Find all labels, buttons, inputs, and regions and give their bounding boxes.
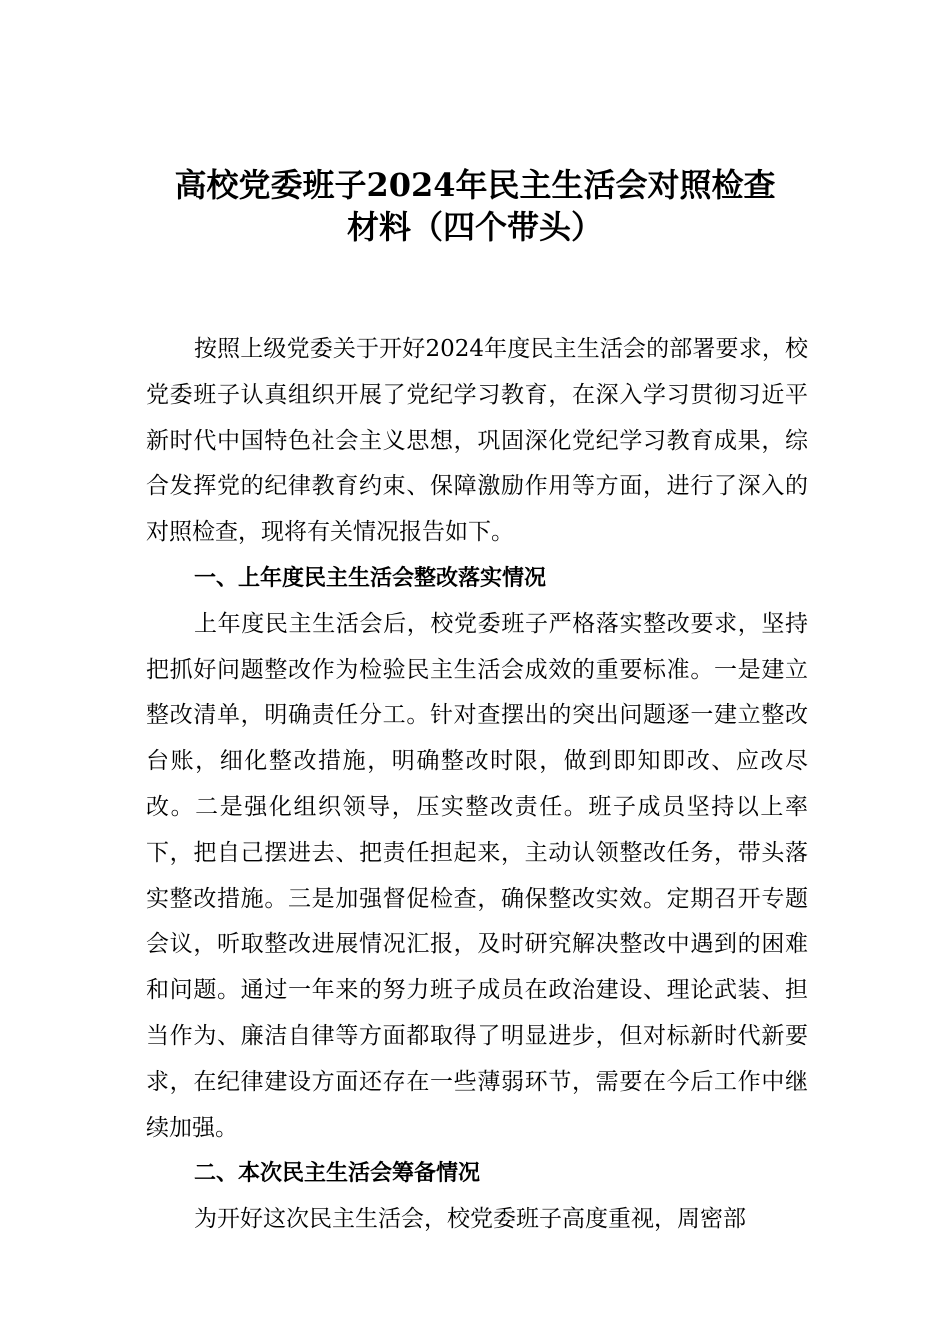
section-1-heading: 一、上年度民主生活会整改落实情况 — [194, 565, 547, 591]
document-body — [146, 327, 808, 1243]
section-2-paragraph: 为开好这次民主生活会，校党委班子高度重视，周密部 — [194, 1206, 746, 1233]
document-title-line1: 高校党委班子2024年民主生活会对照检查 — [174, 166, 776, 204]
section-2-heading: 二、本次民主生活会筹备情况 — [194, 1161, 481, 1187]
section-1-paragraph: 上年度民主生活会后，校党委班子严格落实整改要求，坚持把抓好问题整改作为检验民主生活会成效的重要标准。一是建立整改清单，明确责任分工。针对查摆出的突出问题逐一建立整改台账，细化整改措施，明确整改时限，做到即知即改、应改尽改。二是强化组织领导，压实整改责任。班子成员坚持以上率下，把自己摆进去、把责任担起来，主动认领整改任务，带头落实整改措施。三是加强督促检查，确保整改实效。定期召开专题会议，听取整改进展情况汇报，及时研究解决整改中遇到的困难和问题。通过一年来的努力班子成员在政治建设、理论武装、担当作为、廉洁自律等方面都取得了明显进步，但对标新时代新要求，在纪律建设方面还存在一些薄弱环节，需要在今后工作中继续加强。 — [146, 610, 808, 1141]
document-title-line2: 材料（四个带头） — [346, 208, 603, 246]
intro-paragraph: 按照上级党委关于开好2024年度民主生活会的部署要求，校党委班子认真组织开展了党纪学习教育，在深入学习贯彻习近平新时代中国特色社会主义思想，巩固深化党纪学习教育成果，综合发挥党的纪律教育约束、保障激励作用等方面，进行了深入的对照检查，现将有关情况报告如下。 — [146, 336, 808, 546]
